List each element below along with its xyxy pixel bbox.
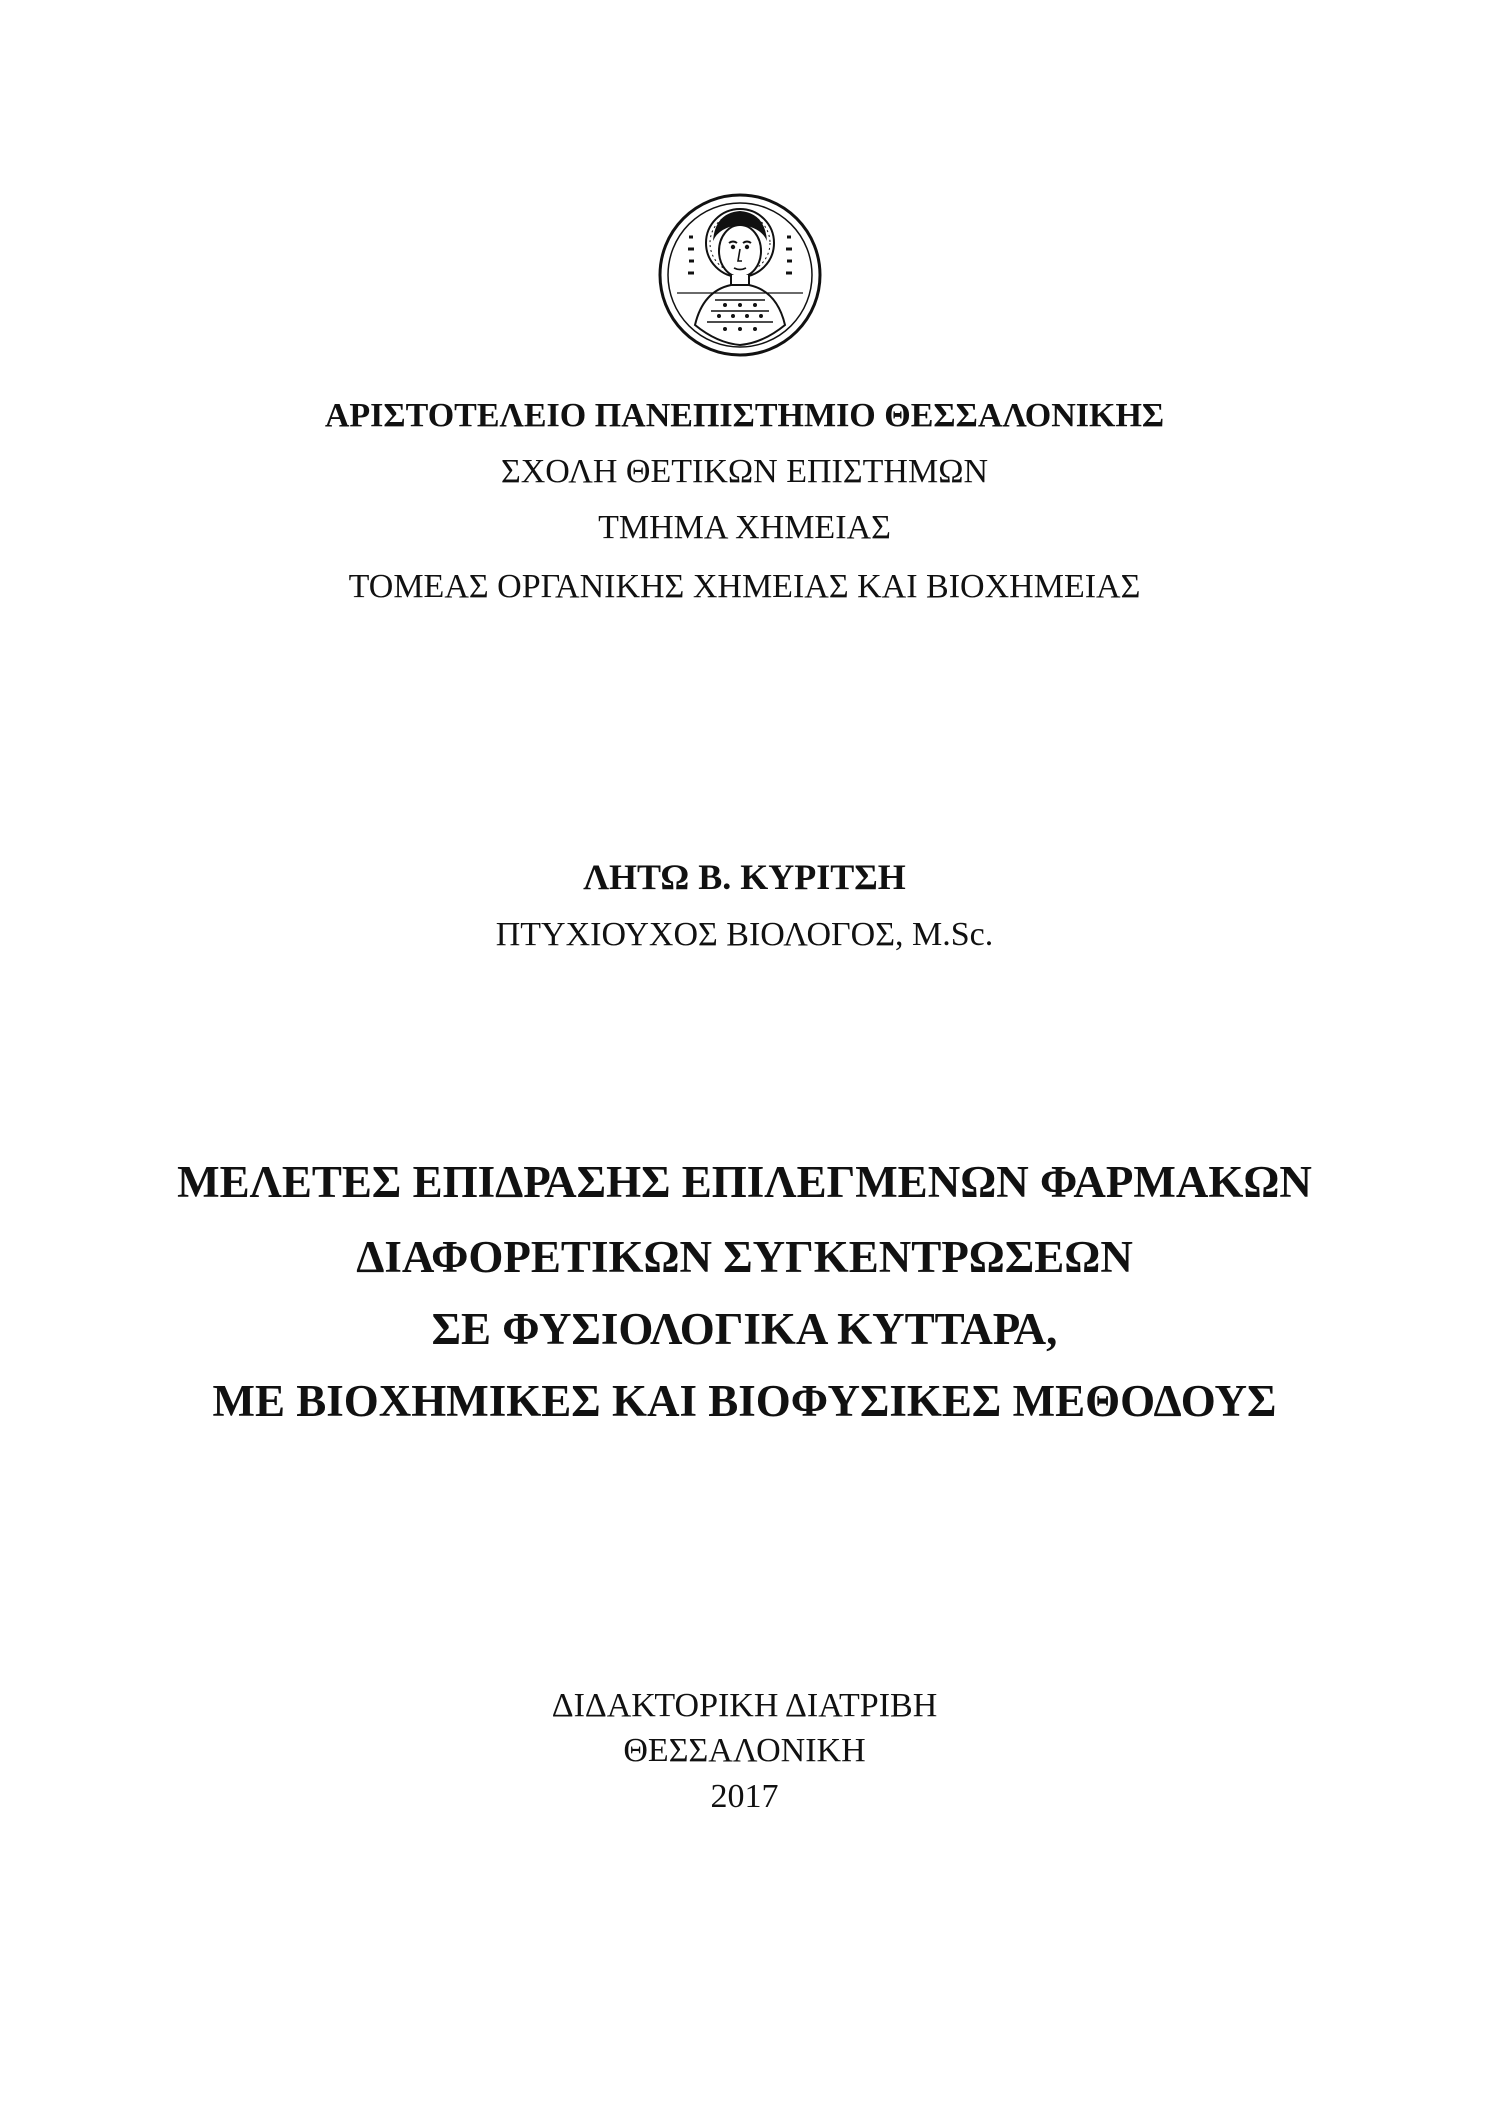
- author-degree: ΠΤΥΧΙΟΥΧΟΣ ΒΙΟΛΟΓΟΣ, M.Sc.: [495, 916, 994, 953]
- sector-name: ΤΟΜΕΑΣ ΟΡΓΑΝΙΚΗΣ ΧΗΜΕΙΑΣ ΚΑΙ ΒΙΟΧΗΜΕΙΑΣ: [348, 568, 1141, 605]
- city: ΘΕΣΣΑΛΟΝΙΚΗ: [623, 1732, 866, 1769]
- thesis-title-line: ΜΕΛΕΤΕΣ ΕΠΙΔΡΑΣΗΣ ΕΠΙΛΕΓΜΕΝΩΝ ΦΑΡΜΑΚΩΝ: [177, 1157, 1312, 1207]
- school-name: ΣΧΟΛΗ ΘΕΤΙΚΩΝ ΕΠΙΣΤΗΜΩΝ: [500, 453, 989, 490]
- year: 2017: [710, 1778, 779, 1815]
- university-name: ΑΡΙΣΤΟΤΕΛΕΙΟ ΠΑΝΕΠΙΣΤΗΜΙΟ ΘΕΣΣΑΛΟΝΙΚΗΣ: [324, 397, 1165, 434]
- thesis-title-line: ΣΕ ΦΥΣΙΟΛΟΓΙΚΑ ΚΥΤΤΑΡΑ,: [431, 1304, 1058, 1354]
- thesis-title-line: ΔΙΑΦΟΡΕΤΙΚΩΝ ΣΥΓΚΕΝΤΡΩΣΕΩΝ: [356, 1232, 1133, 1282]
- document-type: ΔΙΔΑΚΤΟΡΙΚΗ ΔΙΑΤΡΙΒΗ: [551, 1687, 938, 1724]
- author-name: ΛΗΤΩ Β. ΚΥΡΙΤΣΗ: [583, 857, 906, 897]
- thesis-title-line: ΜΕ ΒΙΟΧΗΜΙΚΕΣ ΚΑΙ ΒΙΟΦΥΣΙΚΕΣ ΜΕΘΟΔΟΥΣ: [212, 1376, 1277, 1426]
- university-seal-icon: [655, 175, 825, 375]
- department-name: ΤΜΗΜΑ ΧΗΜΕΙΑΣ: [598, 509, 891, 546]
